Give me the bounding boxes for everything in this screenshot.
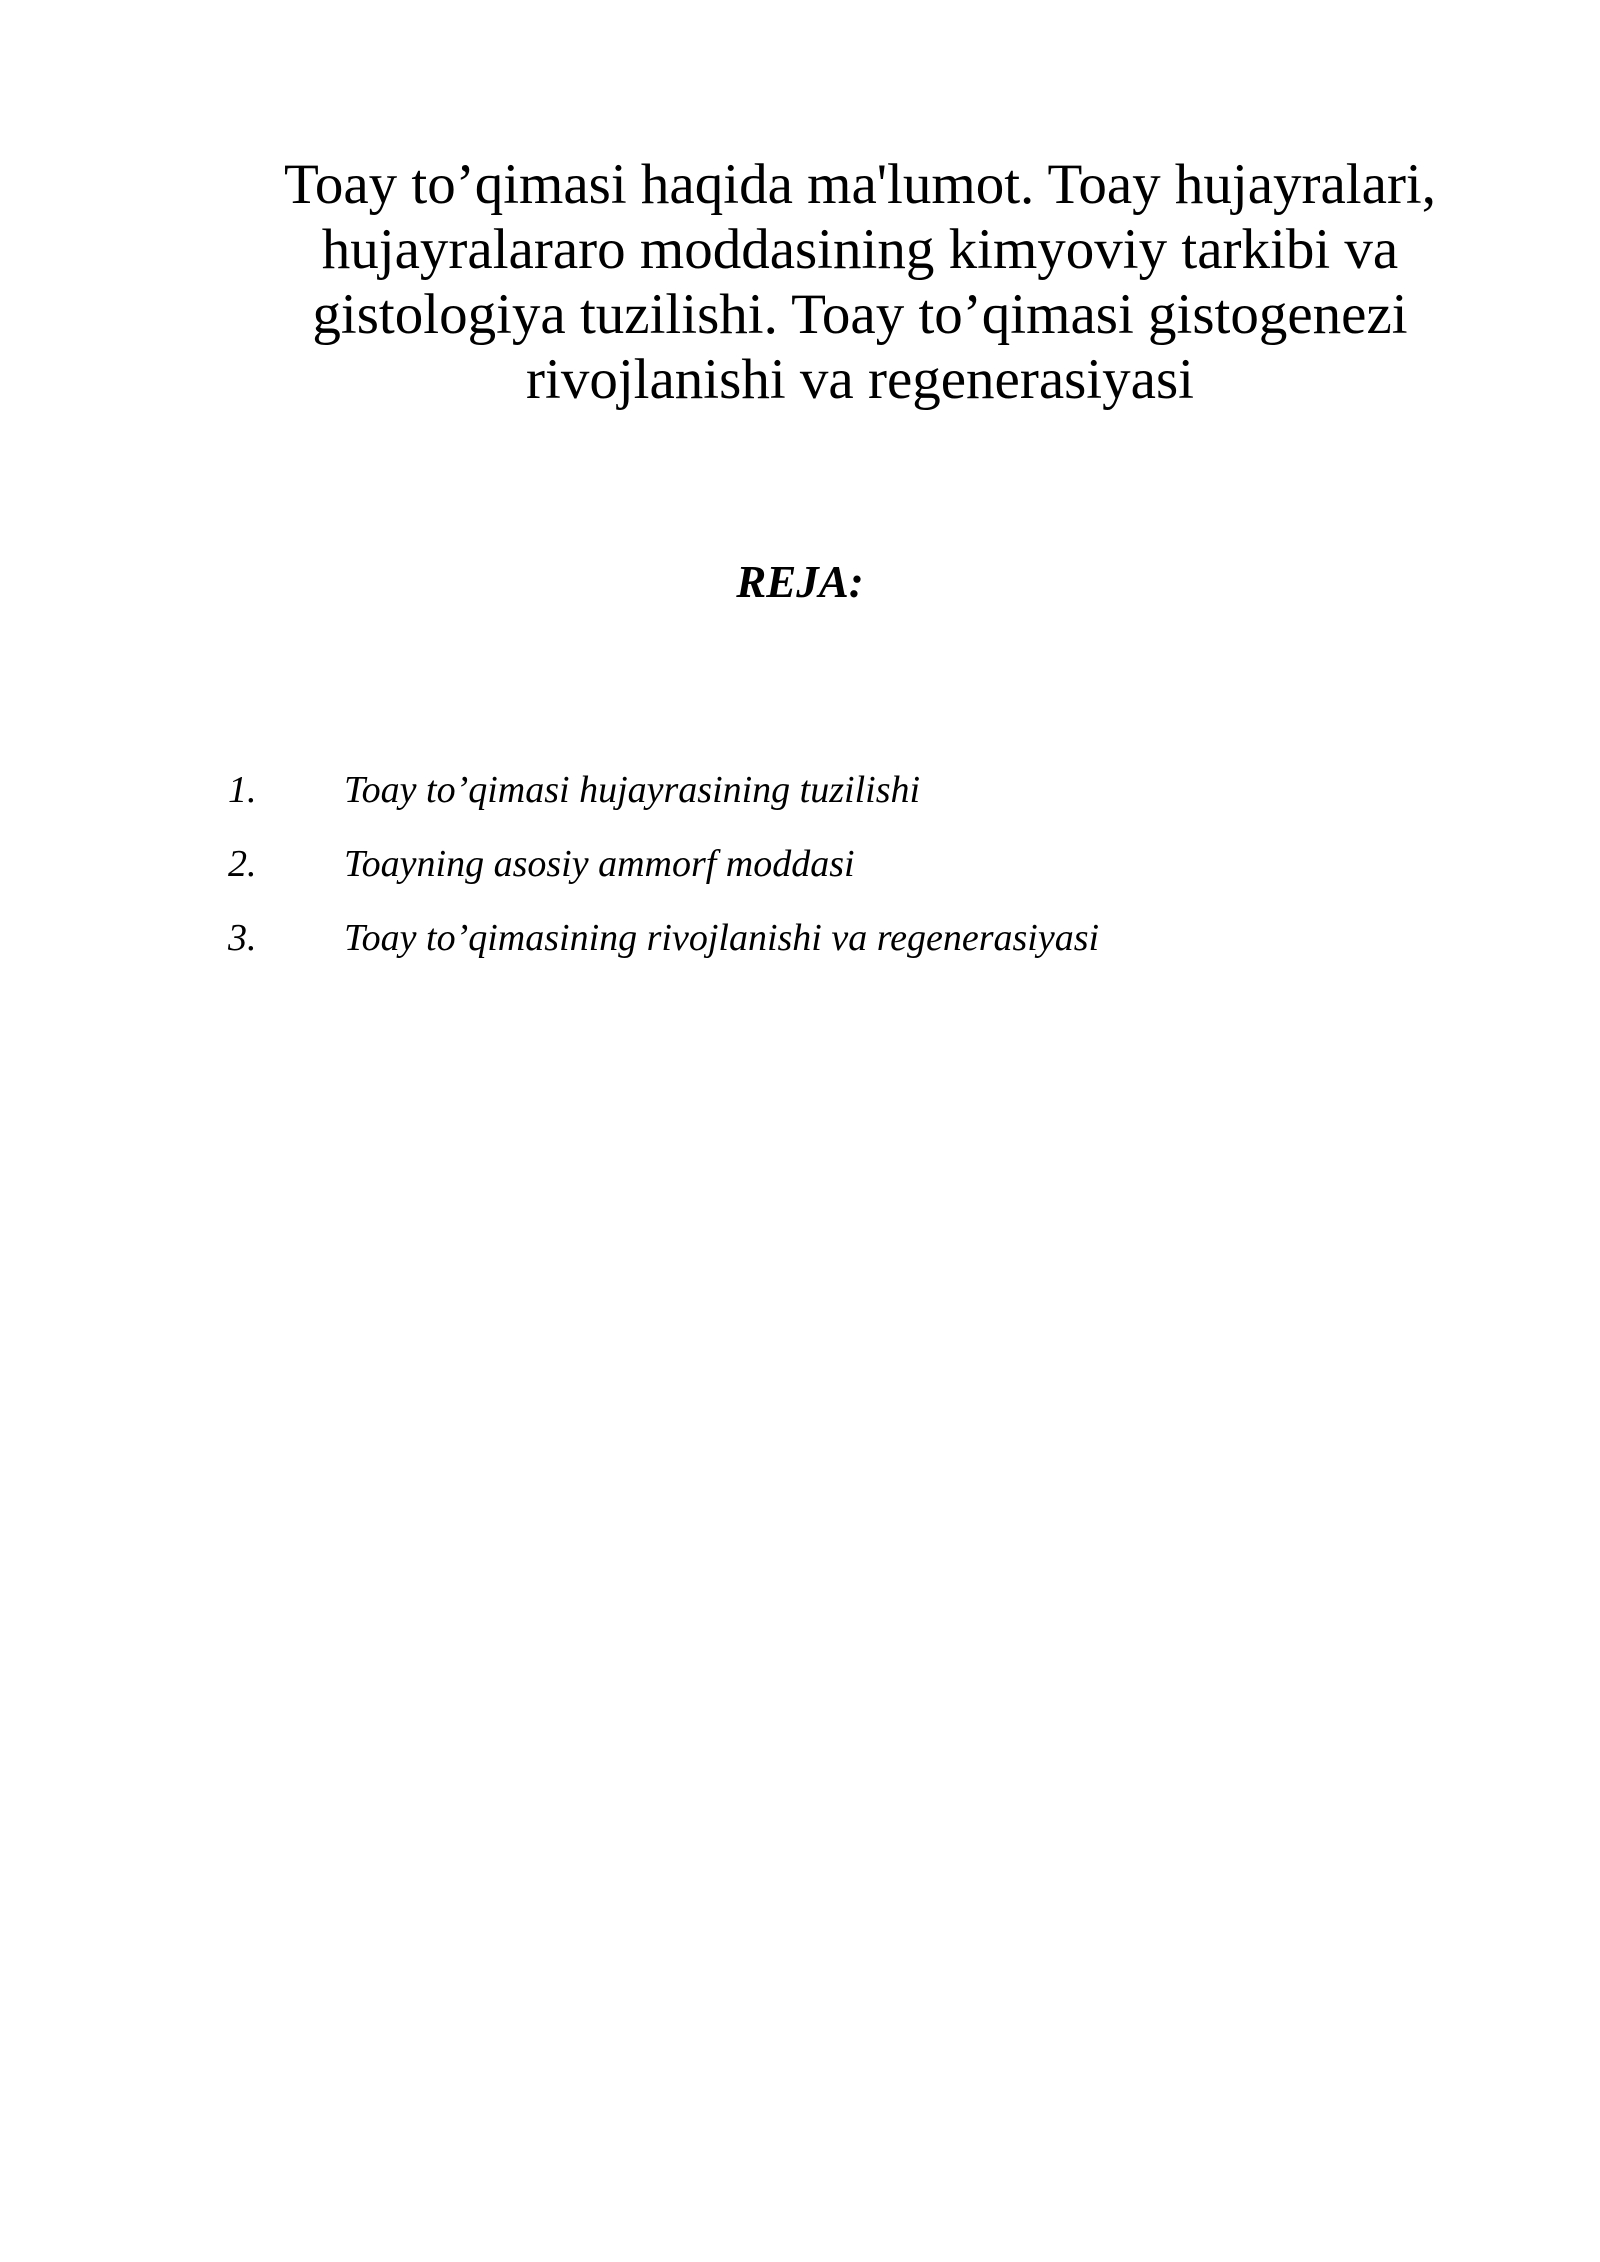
plan-item-number: 2. (228, 843, 257, 885)
plan-item-number: 1. (228, 769, 257, 811)
plan-item-number: 3. (228, 917, 257, 959)
document-title (235, 152, 1485, 412)
plan-item (228, 914, 1099, 988)
plan-item (228, 840, 1099, 914)
plan-list (228, 766, 1099, 988)
title-line: rivojlanishi va regenerasiyasi (526, 348, 1194, 411)
title-line: Toay to’qimasi haqida ma'lumot. Toay hujayralari, (283, 153, 1437, 216)
plan-item (228, 766, 1099, 840)
plan-item-text: Toay to’qimasi hujayrasining tuzilishi (344, 769, 921, 811)
title-line: hujayralararo moddasining kimyoviy tarkibi va (321, 218, 1399, 281)
plan-heading: REJA: (736, 557, 864, 607)
plan-item-text: Toay to’qimasining rivojlanishi va regenerasiyasi (344, 917, 1100, 959)
plan-item-text: Toayning asosiy ammorf moddasi (344, 843, 855, 885)
title-line: gistologiya tuzilishi. Toay to’qimasi gistogenezi (312, 283, 1408, 346)
